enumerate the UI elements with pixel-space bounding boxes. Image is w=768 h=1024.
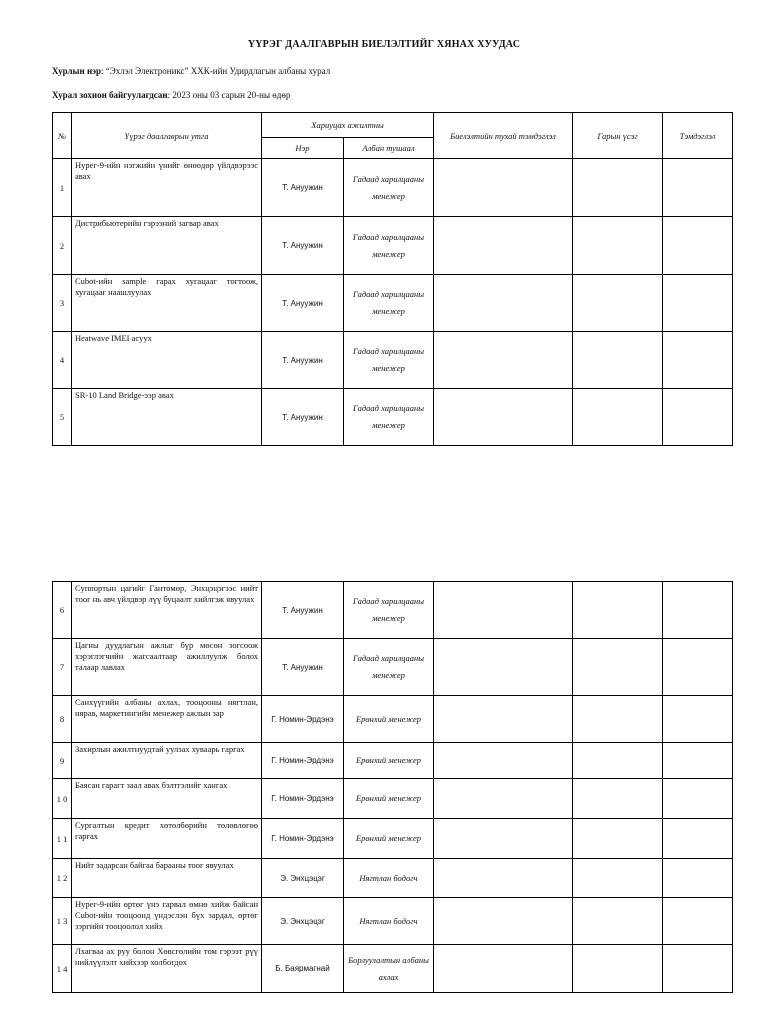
meeting-label: Хурлын нэр <box>52 66 102 76</box>
row-number: 1 0 <box>53 779 72 819</box>
table-row <box>53 779 733 819</box>
responsible-position: Нягтлан бодогч <box>344 859 434 898</box>
table-row <box>53 743 733 779</box>
status-note-cell <box>434 332 573 389</box>
task-text: Суппортын цагийг Гантөмөр, Энхцэцэгээс нийт тоог нь авч үйлдвэр лүү буцаалт хийлгэж явуулах <box>72 582 262 639</box>
row-number: 1 4 <box>53 945 72 993</box>
row-number: 3 <box>53 275 72 332</box>
row-number: 9 <box>53 743 72 779</box>
signature-cell <box>573 859 663 898</box>
table-row <box>53 217 733 275</box>
row-number: 1 1 <box>53 819 72 859</box>
col-header-name: Нэр <box>262 138 344 159</box>
responsible-position: Ерөнхий менежер <box>344 743 434 779</box>
note-cell <box>663 898 733 945</box>
task-table-page1 <box>52 112 733 446</box>
responsible-name: Т. Ануужин <box>262 582 344 639</box>
signature-cell <box>573 696 663 743</box>
responsible-position: Гадаад харилцааны менежер <box>344 639 434 696</box>
row-number: 6 <box>53 582 72 639</box>
responsible-position: Ерөнхий менежер <box>344 696 434 743</box>
signature-cell <box>573 779 663 819</box>
col-header-responsible: Хариуцах ажилтны <box>262 113 434 138</box>
task-table-page2 <box>52 581 733 993</box>
note-cell <box>663 639 733 696</box>
table-row <box>53 639 733 696</box>
signature-cell <box>573 639 663 696</box>
col-header-position: Албан тушаал <box>344 138 434 159</box>
status-note-cell <box>434 859 573 898</box>
col-header-signature: Гарын үсэг <box>573 113 663 159</box>
responsible-position: Гадаад харилцааны менежер <box>344 389 434 446</box>
responsible-position: Ерөнхий менежер <box>344 819 434 859</box>
status-note-cell <box>434 275 573 332</box>
col-header-task: Үүрэг даалгаврын утга <box>72 113 262 159</box>
meeting-value: : “Эхлэл Электроникс” ХХК-ийн Удирдлагын албаны хурал <box>101 66 331 76</box>
table-row <box>53 389 733 446</box>
col-header-status: Биелэлтийн тухай тэмдэглэл <box>434 113 573 159</box>
task-text: Нийт задарсан байгаа барааны тоог явуулах <box>72 859 262 898</box>
table-row <box>53 819 733 859</box>
note-cell <box>663 779 733 819</box>
task-text: Захирлын ажилтнуудтай уулзах хуваарь гаргах <box>72 743 262 779</box>
signature-cell <box>573 898 663 945</box>
responsible-name: Т. Ануужин <box>262 159 344 217</box>
status-note-cell <box>434 696 573 743</box>
note-cell <box>663 743 733 779</box>
date-value: : 2023 оны 03 сарын 20-ны өдөр <box>167 90 291 100</box>
task-text: Санхүүгийн албаны ахлах, тооцооны нягтлан, нярав, маркетингийн менежер ажлын зар <box>72 696 262 743</box>
signature-cell <box>573 275 663 332</box>
table-row <box>53 275 733 332</box>
task-text: Цагны дуудлагын ажлыг бүр мөсөн зогсоож хэрэглэгчийн жагсаалтаар ажиллуулж болох талаар лавлах <box>72 639 262 696</box>
row-number: 1 3 <box>53 898 72 945</box>
row-number: 1 <box>53 159 72 217</box>
signature-cell <box>573 159 663 217</box>
note-cell <box>663 275 733 332</box>
responsible-name: Г. Номин-Эрдэнэ <box>262 779 344 819</box>
date-line <box>52 90 290 100</box>
responsible-position: Гадаад харилцааны менежер <box>344 332 434 389</box>
signature-cell <box>573 582 663 639</box>
note-cell <box>663 696 733 743</box>
row-number: 1 2 <box>53 859 72 898</box>
row-number: 2 <box>53 217 72 275</box>
table-row <box>53 696 733 743</box>
responsible-position: Гадаад харилцааны менежер <box>344 582 434 639</box>
task-text: Cubot-ийн sample гарах хугацааг тогтоож, хугацааг наашлуулах <box>72 275 262 332</box>
status-note-cell <box>434 898 573 945</box>
responsible-position: Гадаад харилцааны менежер <box>344 159 434 217</box>
responsible-position: Гадаад харилцааны менежер <box>344 275 434 332</box>
status-note-cell <box>434 779 573 819</box>
responsible-name: Т. Ануужин <box>262 217 344 275</box>
meeting-line <box>52 66 330 76</box>
responsible-name: Т. Ануужин <box>262 389 344 446</box>
signature-cell <box>573 743 663 779</box>
responsible-name: Г. Номин-Эрдэнэ <box>262 819 344 859</box>
signature-cell <box>573 332 663 389</box>
col-header-note: Тэмдэглэл <box>663 113 733 159</box>
row-number: 8 <box>53 696 72 743</box>
signature-cell <box>573 819 663 859</box>
status-note-cell <box>434 159 573 217</box>
note-cell <box>663 389 733 446</box>
row-number: 4 <box>53 332 72 389</box>
table-row <box>53 582 733 639</box>
task-text: SR-10 Land Bridge-ээр авах <box>72 389 262 446</box>
note-cell <box>663 582 733 639</box>
status-note-cell <box>434 217 573 275</box>
table-row <box>53 898 733 945</box>
table-row <box>53 859 733 898</box>
status-note-cell <box>434 819 573 859</box>
col-header-num: № <box>53 113 72 159</box>
task-text: Дистрибьютерийн гэрээний загвар авах <box>72 217 262 275</box>
document-title: ҮҮРЭГ ДААЛГАВРЫН БИЕЛЭЛТИЙГ ХЯНАХ ХУУДАС <box>247 39 521 50</box>
status-note-cell <box>434 389 573 446</box>
responsible-position: Гадаад харилцааны менежер <box>344 217 434 275</box>
signature-cell <box>573 389 663 446</box>
responsible-name: Т. Ануужин <box>262 639 344 696</box>
note-cell <box>663 819 733 859</box>
row-number: 7 <box>53 639 72 696</box>
note-cell <box>663 332 733 389</box>
note-cell <box>663 945 733 993</box>
responsible-name: Г. Номин-Эрдэнэ <box>262 743 344 779</box>
responsible-name: Э. Энхцэцэг <box>262 898 344 945</box>
note-cell <box>663 859 733 898</box>
responsible-name: Т. Ануужин <box>262 275 344 332</box>
signature-cell <box>573 945 663 993</box>
signature-cell <box>573 217 663 275</box>
task-text: Heatwave IMEI асуух <box>72 332 262 389</box>
status-note-cell <box>434 582 573 639</box>
row-number: 5 <box>53 389 72 446</box>
responsible-name: Т. Ануужин <box>262 332 344 389</box>
status-note-cell <box>434 945 573 993</box>
task-text: Лхагваа ах руу болон Хөвсгөлийн том гэрээт рүү нийлүүлэлт хийхээр холбогдох <box>72 945 262 993</box>
task-text: Сургалтын кредит хөтөлбөрийн төлөвлөгөө гаргах <box>72 819 262 859</box>
responsible-name: Э. Энхцэцэг <box>262 859 344 898</box>
responsible-name: Г. Номин-Эрдэнэ <box>262 696 344 743</box>
responsible-position: Ерөнхий менежер <box>344 779 434 819</box>
task-text: Баясан гарагт заал авах бэлтгэлийг хангах <box>72 779 262 819</box>
responsible-position: Борлуулалтын албаны ахлах <box>344 945 434 993</box>
task-text: Нурег-9-ийн нэгжийн үнийг өнөөдөр үйлдвэрээс авах <box>72 159 262 217</box>
table-row <box>53 332 733 389</box>
responsible-name: Б. Баярмагнай <box>262 945 344 993</box>
status-note-cell <box>434 743 573 779</box>
date-label: Хурал зохион байгуулагдсан <box>52 90 168 100</box>
note-cell <box>663 159 733 217</box>
note-cell <box>663 217 733 275</box>
table-row <box>53 159 733 217</box>
status-note-cell <box>434 639 573 696</box>
table-row <box>53 945 733 993</box>
task-text: Нурег-9-ийн өртөг үнэ гарвал өмнө хийж байсан Cubot-ийн тооцоонд үндэслэн бүх зардал, өртөг зэргийн тооцоолол хийх <box>72 898 262 945</box>
responsible-position: Нягтлан бодогч <box>344 898 434 945</box>
